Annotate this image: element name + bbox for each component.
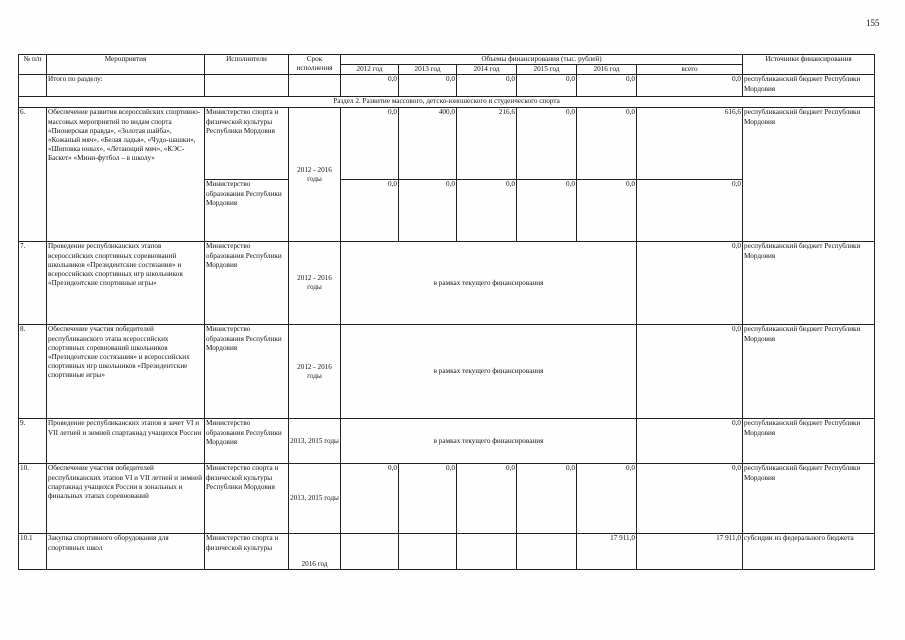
row-source: республиканский бюджет Республики Мордовия xyxy=(743,108,875,242)
table-row xyxy=(19,108,875,180)
row-value: 0,0 xyxy=(517,180,577,242)
header-executors: Исполнители xyxy=(205,55,289,75)
row-executor: Министерство образования Республики Мордовия xyxy=(205,242,289,325)
row-num: 10. xyxy=(19,464,47,534)
table-row xyxy=(19,464,875,534)
row-activity: Проведение республиканских этапов всероссийских спортивных соревнований школьников «Президентские состязания» и всероссийских спортивных игр школьников «Президентские спортивные игры» xyxy=(47,242,205,325)
row-source: субсидии из федерального бюджета xyxy=(743,534,875,570)
funding-table xyxy=(18,54,875,570)
row-executor: Министерство спорта и физической культуры Республики Мордовия xyxy=(205,108,289,180)
row-value: 0,0 xyxy=(341,108,399,180)
row-value: 0,0 xyxy=(341,464,399,534)
row-value: 0,0 xyxy=(517,108,577,180)
row-term: 2012 - 2016 годы xyxy=(289,242,341,325)
header-activity: Мероприятия xyxy=(47,55,205,75)
row-term: 2012 - 2016 годы xyxy=(289,325,341,419)
row-activity: Обеспечение участия победителей республиканских этапов VI и VII летней и зимней спартакиад учащихся России в зональных и финальных этапах соревнований xyxy=(47,464,205,534)
row-term: 2013, 2015 годы xyxy=(289,464,341,534)
total-value: 0,0 xyxy=(637,75,743,97)
table-row xyxy=(19,419,875,464)
total-row xyxy=(19,75,875,97)
row-value xyxy=(457,534,517,570)
row-activity: Обеспечение развития всероссийских спортивно-массовых мероприятий по видам спорта «Пионерская правда», «Золотая шайба», «Кожаный мяч», «Белая ладья», «Чудо-шашки», «Шиповка юных», «Летающий мяч», «КЭС-Баскет» «Мини-футбол – в школу» xyxy=(47,108,205,242)
total-value: 0,0 xyxy=(577,75,637,97)
row-source: республиканский бюджет Республики Мордовия xyxy=(743,325,875,419)
row-value: 0,0 xyxy=(577,180,637,242)
section-row xyxy=(19,97,875,108)
row-value: 0,0 xyxy=(517,464,577,534)
header-row-1 xyxy=(19,55,875,65)
row-source: республиканский бюджет Республики Мордовия xyxy=(743,419,875,464)
page-number: 155 xyxy=(866,18,880,28)
header-year: 2015 год xyxy=(517,65,577,75)
row-value: 0,0 xyxy=(637,464,743,534)
row-value: 17 911,0 xyxy=(577,534,637,570)
row-note: в рамках текущего финансирования xyxy=(341,325,637,419)
table-row xyxy=(19,534,875,570)
row-value: 0,0 xyxy=(399,464,457,534)
row-total: 0,0 xyxy=(637,419,743,464)
header-term: Срок исполнения xyxy=(289,55,341,75)
row-value: 0,0 xyxy=(457,180,517,242)
row-value: 400,0 xyxy=(399,108,457,180)
row-value: 0,0 xyxy=(577,108,637,180)
row-term: 2012 - 2016 годы xyxy=(289,108,341,242)
header-funding: Объемы финансирования (тыс. рублей) xyxy=(341,55,743,65)
row-value xyxy=(399,534,457,570)
row-num: 6. xyxy=(19,108,47,242)
total-value: 0,0 xyxy=(517,75,577,97)
row-value: 0,0 xyxy=(457,464,517,534)
table-row xyxy=(19,242,875,325)
row-executor: Министерство спорта и физической культуры xyxy=(205,534,289,570)
row-executor: Министерство спорта и физической культуры Республики Мордовия xyxy=(205,464,289,534)
total-value: 0,0 xyxy=(341,75,399,97)
row-value xyxy=(517,534,577,570)
total-label: Итого по разделу: xyxy=(47,75,205,97)
row-value xyxy=(341,534,399,570)
row-note: в рамках текущего финансирования xyxy=(341,419,637,464)
header-year: 2014 год xyxy=(457,65,517,75)
row-num: 10.1 xyxy=(19,534,47,570)
row-value: 0,0 xyxy=(341,180,399,242)
row-value: 0,0 xyxy=(577,464,637,534)
row-num: 9. xyxy=(19,419,47,464)
row-num: 7. xyxy=(19,242,47,325)
row-executor: Министерство образования Республики Мордовия xyxy=(205,419,289,464)
row-term: 2013, 2015 годы xyxy=(289,419,341,464)
row-total: 0,0 xyxy=(637,325,743,419)
header-num: № п/п xyxy=(19,55,47,75)
section-title: Раздел 2. Развитие массового, детско-юношеского и студенческого спорта xyxy=(19,97,875,108)
row-value: 0,0 xyxy=(399,180,457,242)
header-year: 2016 год xyxy=(577,65,637,75)
header-year: 2012 год xyxy=(341,65,399,75)
row-value: 0,0 xyxy=(637,180,743,242)
row-executor: Министерство образования Республики Мордовия xyxy=(205,325,289,419)
row-value: 17 911,0 xyxy=(637,534,743,570)
total-value: 0,0 xyxy=(457,75,517,97)
row-term: 2016 год xyxy=(289,534,341,570)
row-value: 616,6 xyxy=(637,108,743,180)
header-sources: Источники финансирования xyxy=(743,55,875,75)
header-year: всего xyxy=(637,65,743,75)
table-row xyxy=(19,325,875,419)
total-value: 0,0 xyxy=(399,75,457,97)
row-value: 216,6 xyxy=(457,108,517,180)
row-executor: Министерство образования Республики Мордовия xyxy=(205,180,289,242)
row-num: 8. xyxy=(19,325,47,419)
row-activity: Проведение республиканских этапов в зачет VI и VII летней и зимней спартакиад учащихся России xyxy=(47,419,205,464)
row-total: 0,0 xyxy=(637,242,743,325)
header-year: 2013 год xyxy=(399,65,457,75)
row-source: республиканский бюджет Республики Мордовия xyxy=(743,242,875,325)
row-activity: Обеспечение участия победителей республиканского этапа всероссийских спортивных соревнований школьников «Президентские состязания» и всероссийских спортивных игр школьников «Президентские спортивные игры» xyxy=(47,325,205,419)
row-source: республиканский бюджет Республики Мордовия xyxy=(743,464,875,534)
row-activity: Закупка спортивного оборудования для спортивных школ xyxy=(47,534,205,570)
total-source: республиканский бюджет Республики Мордовия xyxy=(743,75,875,97)
row-note: в рамках текущего финансирования xyxy=(341,242,637,325)
